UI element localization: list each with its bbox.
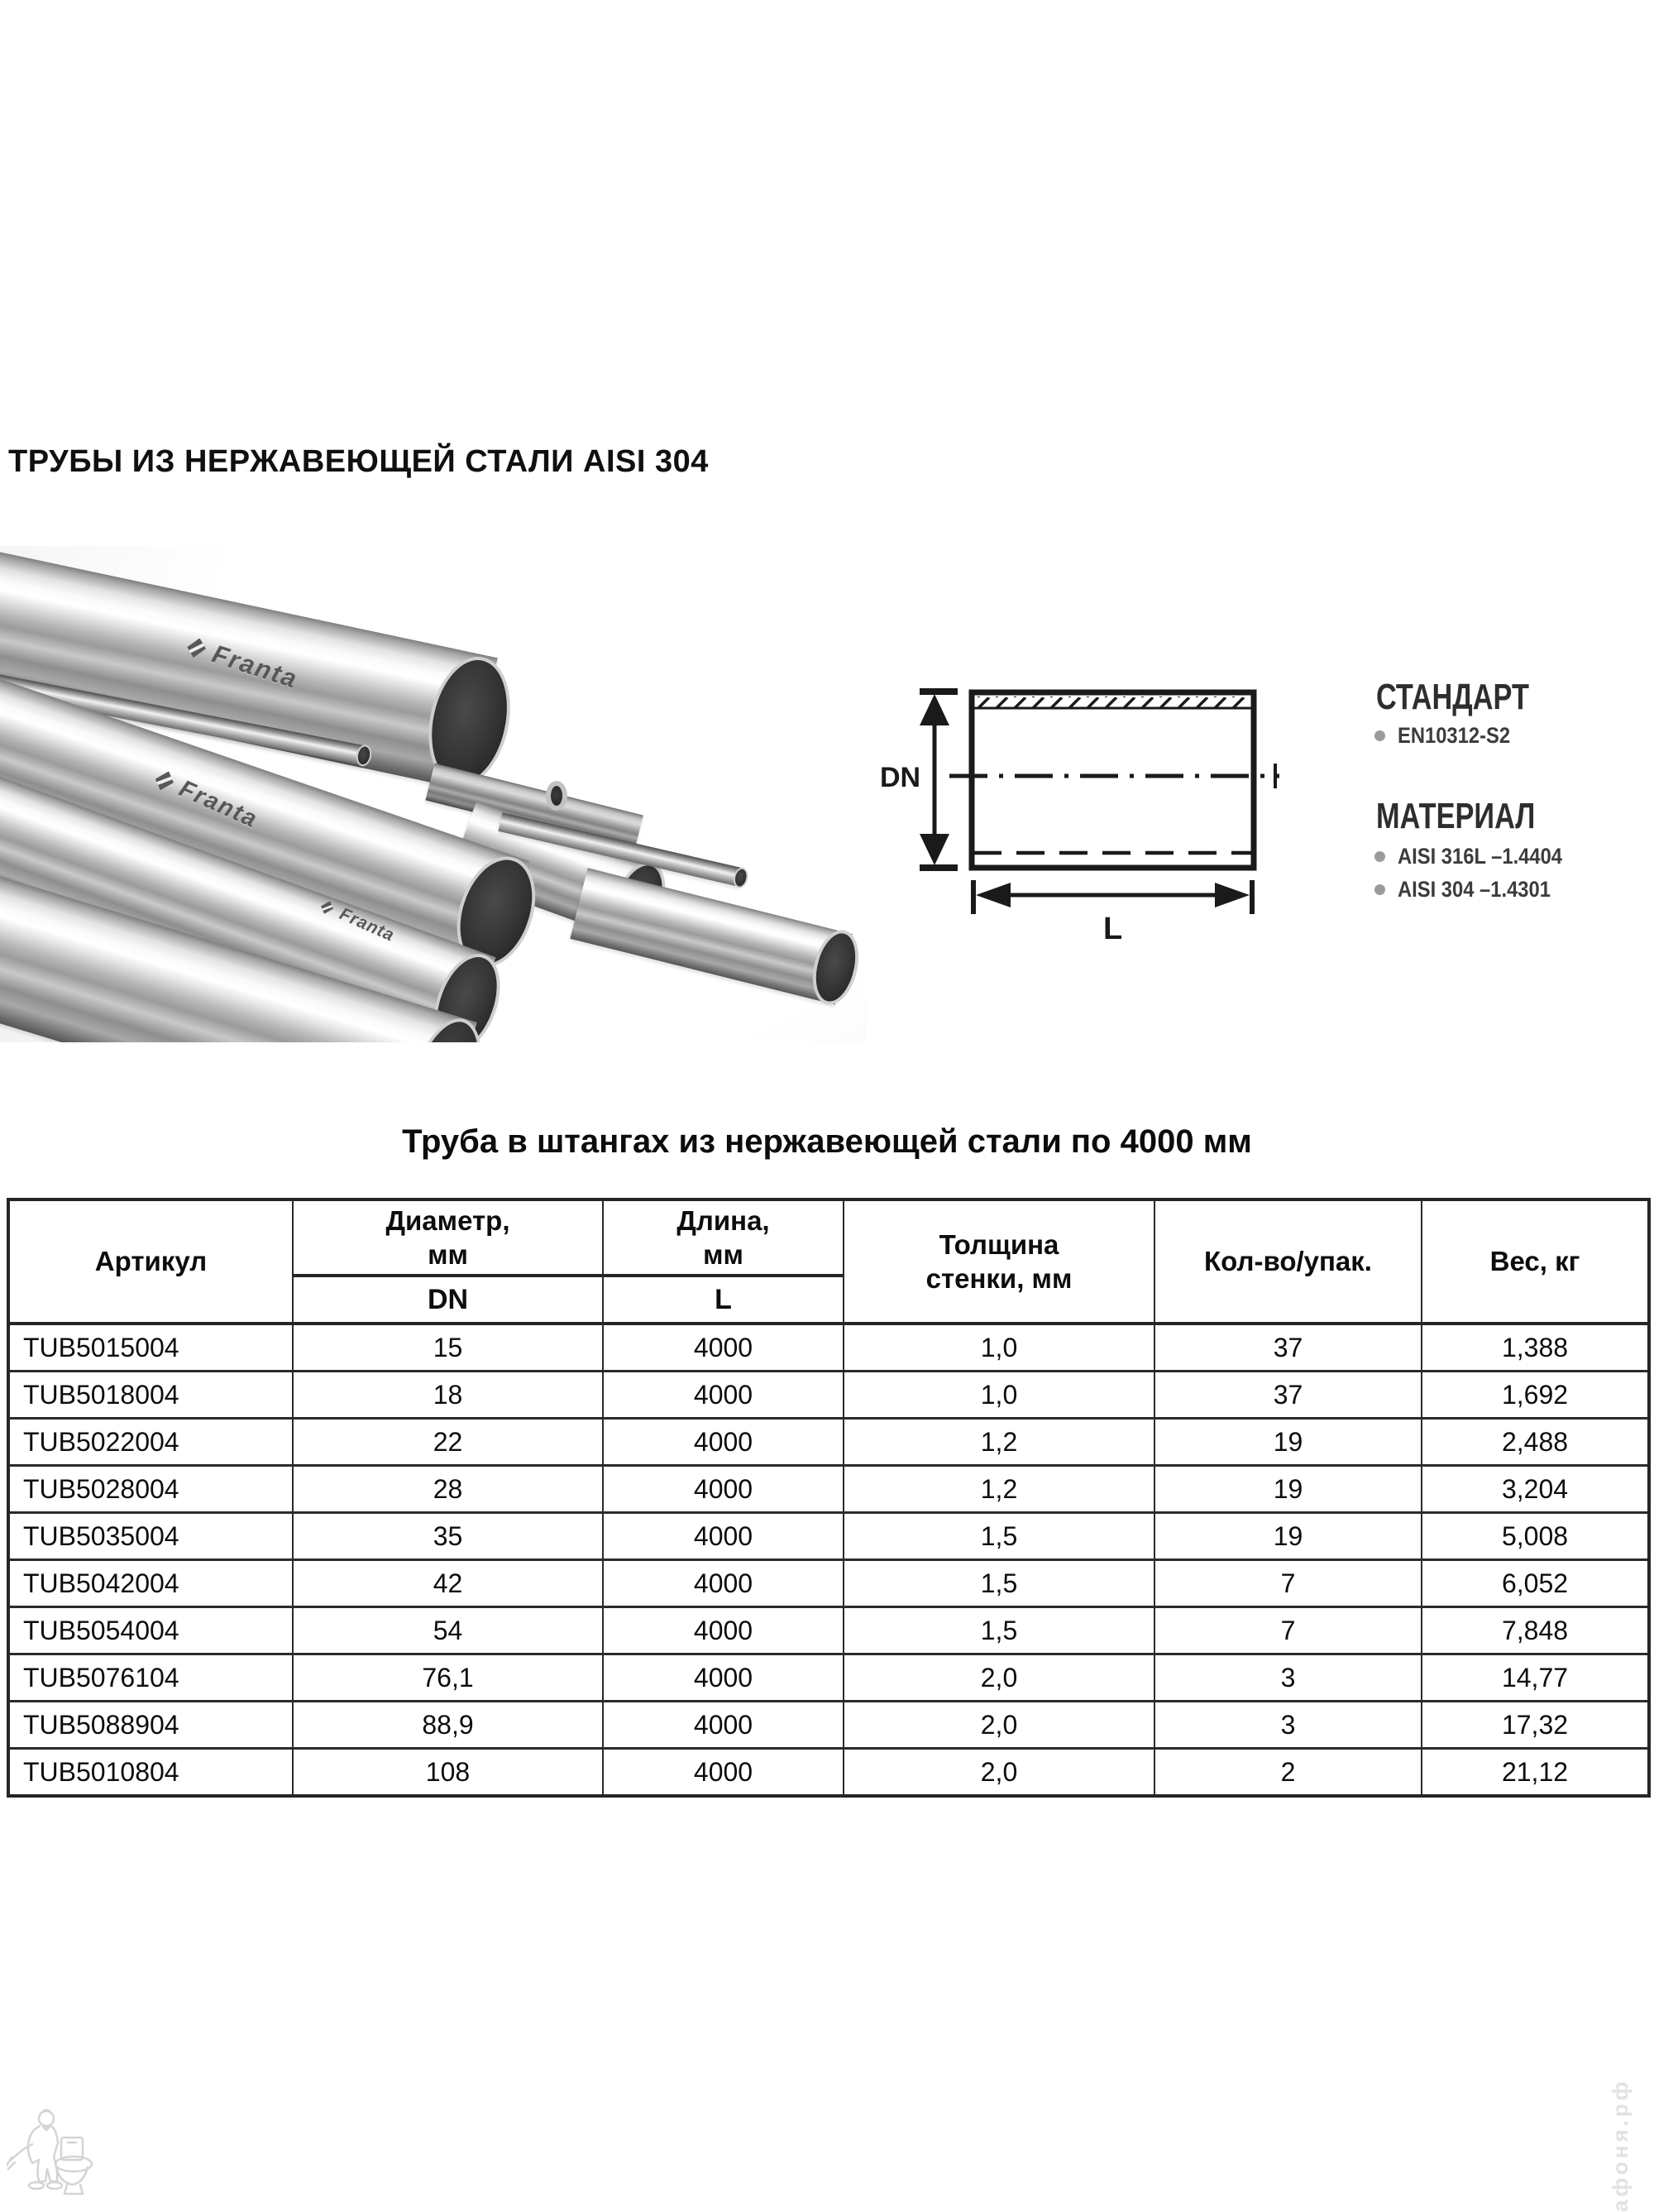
pipe-open-end xyxy=(805,925,866,1009)
site-watermark: афоня.рф xyxy=(1608,2078,1632,2212)
table-cell: 37 xyxy=(1154,1372,1422,1419)
table-cell: 1,5 xyxy=(844,1513,1154,1560)
col-header-line: Диаметр, xyxy=(385,1204,510,1236)
table-cell: TUB5035004 xyxy=(8,1513,293,1560)
standard-heading: СТАНДАРТ xyxy=(1376,677,1529,717)
material-value: AISI 316L –1.4404 xyxy=(1398,844,1563,869)
col-subheader-l: L xyxy=(603,1276,844,1324)
table-cell: 2 xyxy=(1154,1749,1422,1797)
table-cell: 22 xyxy=(293,1419,603,1466)
bullet-dot-icon xyxy=(1374,851,1385,862)
table-cell: 4000 xyxy=(603,1702,844,1749)
material-value: AISI 304 –1.4301 xyxy=(1398,877,1551,902)
pipe-ring-end xyxy=(546,781,567,811)
brand-label: Franta xyxy=(208,639,302,694)
brand-label: Franta xyxy=(337,904,398,946)
table-cell: TUB5018004 xyxy=(8,1372,293,1419)
table-cell: 1,0 xyxy=(844,1324,1154,1372)
brand-engraving xyxy=(151,764,262,834)
table-row xyxy=(8,1749,1649,1797)
col-header-wall xyxy=(844,1199,1154,1324)
bullet-dot-icon xyxy=(1374,884,1385,895)
table-cell: 1,5 xyxy=(844,1607,1154,1654)
franta-logo-icon xyxy=(184,635,208,661)
table-title: Труба в штангах из нержавеющей стали по 4000 мм xyxy=(402,1123,1252,1160)
table-cell: 19 xyxy=(1154,1466,1422,1513)
table-row xyxy=(8,1466,1649,1513)
table-cell: TUB5010804 xyxy=(8,1749,293,1797)
table-cell: 5,008 xyxy=(1422,1513,1649,1560)
table-cell: 1,2 xyxy=(844,1419,1154,1466)
col-header-diameter xyxy=(293,1199,603,1276)
table-cell: 108 xyxy=(293,1749,603,1797)
col-subheader-dn: DN xyxy=(293,1276,603,1324)
table-cell: 1,2 xyxy=(844,1466,1154,1513)
table-cell: 2,0 xyxy=(844,1702,1154,1749)
col-header-qty: Кол-во/упак. xyxy=(1154,1199,1422,1324)
pipes-photo xyxy=(0,546,867,1042)
col-header-article: Артикул xyxy=(8,1199,293,1324)
table-row xyxy=(8,1513,1649,1560)
table-cell: 6,052 xyxy=(1422,1560,1649,1607)
material-item xyxy=(1374,844,1585,869)
table-body xyxy=(8,1324,1649,1796)
plumber-watermark-icon xyxy=(7,2106,106,2200)
table-cell: 4000 xyxy=(603,1419,844,1466)
table-row xyxy=(8,1607,1649,1654)
material-item xyxy=(1374,877,1571,903)
table-cell: 1,0 xyxy=(844,1372,1154,1419)
table-cell: 2,0 xyxy=(844,1654,1154,1702)
col-header-line: Длина, xyxy=(676,1204,770,1236)
table-cell: 37 xyxy=(1154,1324,1422,1372)
table-cell: 3 xyxy=(1154,1654,1422,1702)
table-row xyxy=(8,1654,1649,1702)
table-cell: 28 xyxy=(293,1466,603,1513)
table-cell: 3 xyxy=(1154,1702,1422,1749)
dn-label: DN xyxy=(880,762,921,793)
table-cell: 7,848 xyxy=(1422,1607,1649,1654)
table-cell: 7 xyxy=(1154,1560,1422,1607)
table-cell: 1,692 xyxy=(1422,1372,1649,1419)
table-cell: TUB5022004 xyxy=(8,1419,293,1466)
hatch-band xyxy=(975,697,1250,707)
bullet-dot-icon xyxy=(1374,730,1385,741)
table-cell: TUB5015004 xyxy=(8,1324,293,1372)
table-cell: 1,388 xyxy=(1422,1324,1649,1372)
table-row xyxy=(8,1702,1649,1749)
pipe-dimension-diagram xyxy=(868,674,1290,951)
page-title: ТРУБЫ ИЗ НЕРЖАВЕЮЩЕЙ СТАЛИ AISI 304 xyxy=(8,444,709,480)
brand-label: Franta xyxy=(174,775,262,834)
table-cell: 35 xyxy=(293,1513,603,1560)
pipe-spec-table xyxy=(7,1198,1651,1798)
table-cell: 4000 xyxy=(603,1324,844,1372)
l-label: L xyxy=(1103,912,1123,946)
table-cell: 19 xyxy=(1154,1513,1422,1560)
col-header-line: мм xyxy=(428,1239,468,1270)
col-header-line: мм xyxy=(703,1239,743,1270)
table-cell: TUB5042004 xyxy=(8,1560,293,1607)
pipe-medium-right xyxy=(570,868,852,1004)
table-cell: 15 xyxy=(293,1324,603,1372)
table-cell: 4000 xyxy=(603,1466,844,1513)
pipe-open-end xyxy=(732,866,750,889)
table-cell: 17,32 xyxy=(1422,1702,1649,1749)
brand-engraving xyxy=(184,631,302,695)
material-heading: МАТЕРИАЛ xyxy=(1376,796,1536,836)
table-row xyxy=(8,1419,1649,1466)
table-cell: 7 xyxy=(1154,1607,1422,1654)
col-header-line: Толщина xyxy=(939,1228,1059,1260)
table-cell: 4000 xyxy=(603,1749,844,1797)
table-cell: 42 xyxy=(293,1560,603,1607)
table-cell: TUB5028004 xyxy=(8,1466,293,1513)
table-row xyxy=(8,1324,1649,1372)
table-cell: 4000 xyxy=(603,1654,844,1702)
franta-logo-icon xyxy=(152,768,177,794)
table-cell: TUB5088904 xyxy=(8,1702,293,1749)
table-cell: 88,9 xyxy=(293,1702,603,1749)
table-cell: 1,5 xyxy=(844,1560,1154,1607)
table-cell: 4000 xyxy=(603,1607,844,1654)
col-header-weight: Вес, кг xyxy=(1422,1199,1649,1324)
table-cell: 54 xyxy=(293,1607,603,1654)
table-cell: 4000 xyxy=(603,1513,844,1560)
table-cell: TUB5054004 xyxy=(8,1607,293,1654)
table-cell: 21,12 xyxy=(1422,1749,1649,1797)
table-cell: 4000 xyxy=(603,1560,844,1607)
table-cell: 18 xyxy=(293,1372,603,1419)
table-cell: 2,488 xyxy=(1422,1419,1649,1466)
table-cell: 2,0 xyxy=(844,1749,1154,1797)
table-cell: 19 xyxy=(1154,1419,1422,1466)
table-row xyxy=(8,1372,1649,1419)
table-cell: 3,204 xyxy=(1422,1466,1649,1513)
table-cell: 76,1 xyxy=(293,1654,603,1702)
pipe-body-outline xyxy=(972,692,1254,868)
table-cell: 14,77 xyxy=(1422,1654,1649,1702)
table-cell: TUB5076104 xyxy=(8,1654,293,1702)
table-row xyxy=(8,1560,1649,1607)
standard-value: EN10312-S2 xyxy=(1398,723,1511,748)
standard-item xyxy=(1374,723,1526,749)
table-cell: 4000 xyxy=(603,1372,844,1419)
franta-logo-icon xyxy=(318,898,336,917)
col-header-length xyxy=(603,1199,844,1276)
col-header-line: стенки, мм xyxy=(925,1263,1073,1294)
